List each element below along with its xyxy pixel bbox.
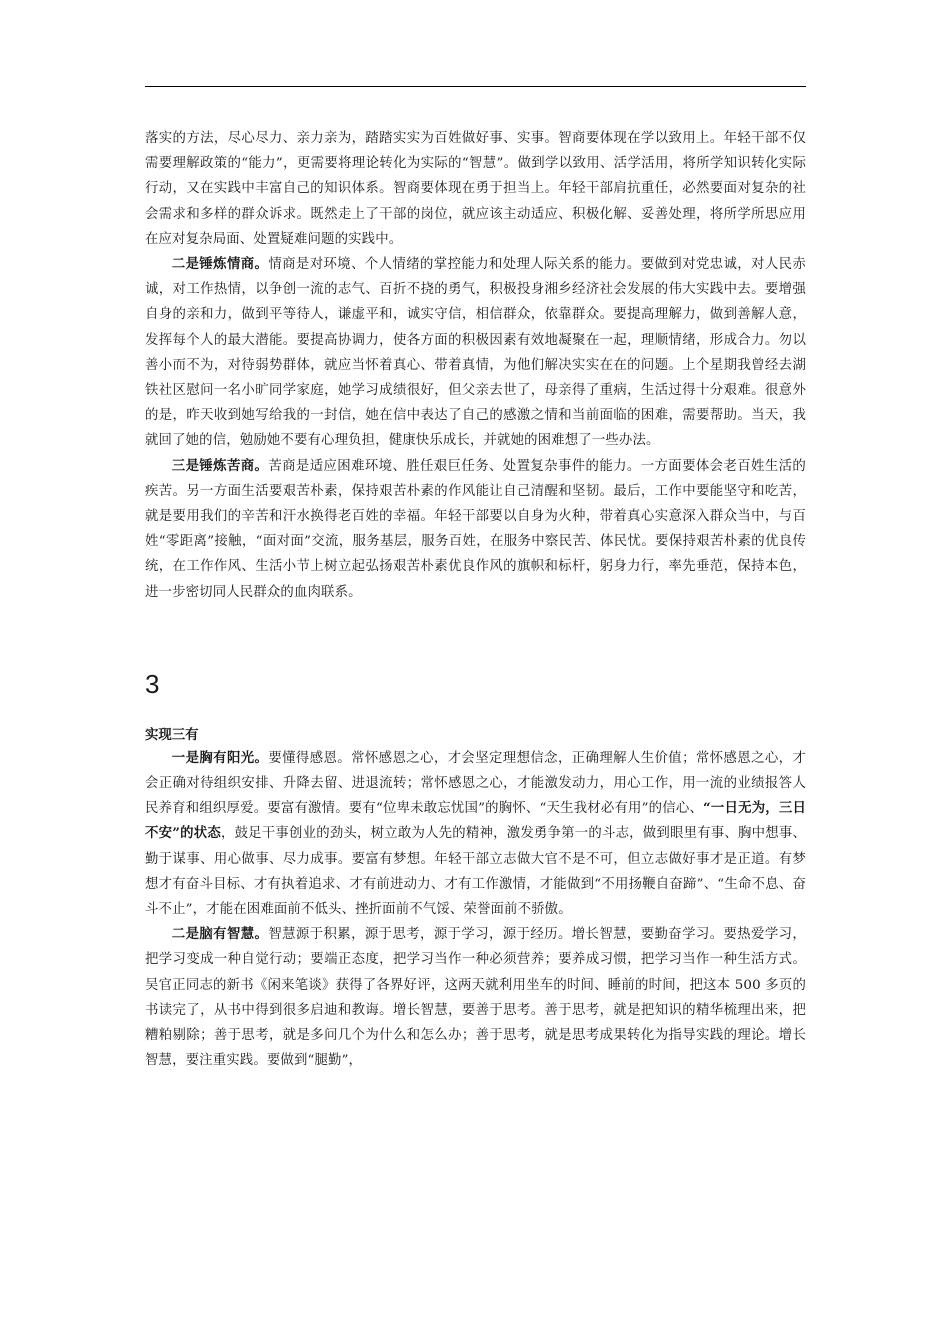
paragraph-body-sunshine-a: 要懂得感恩。常怀感恩之心，才会坚定理想信念，正确理解人生价值；常怀感恩之心，才会正确对待组织安排、升降去留、进退流转；常怀感恩之心，才能激发动力，用心工作，用一流的业绩报答人民养育和组织厚爱。要富有激情。要有“位卑未敢忘忧国”的胸怀、“天生我材必有用”的信心、 — [145, 750, 806, 817]
paragraph-hardship — [145, 454, 806, 605]
section-number: 3 — [145, 668, 160, 699]
paragraph-wisdom — [145, 922, 806, 1073]
paragraph-lead-wisdom: 二是脑有智慧。 — [171, 926, 269, 943]
paragraph-body-sunshine-b: ，鼓足干事创业的劲头，树立敢为人先的精神，激发勇争第一的斗志，做到眼里有事、胸中想事、勤于谋事、用心做事、尽力成事。要富有梦想。年轻干部立志做大官不是不可，但立志做好事才是正道。有梦想才有奋斗目标、才有执着追求、才有前进动力、才有工作激情，才能做到“不用扬鞭自奋蹄”、“生命不息、奋斗不止”，才能在困难面前不低头、挫折面前不气馁、荣誉面前不骄傲。 — [145, 826, 807, 918]
paragraph-body-eq: 情商是对环境、个人情绪的掌控能力和处理人际关系的能力。要做到对党忠诚，对人民赤诚，对工作热情，以争创一流的志气、百折不挠的勇气，积极投身湘乡经济社会发展的伟大实践中去。要增强自身的亲和力，做到平等待人，谦虚平和，诚实守信，相信群众，依靠群众。要提高理解力，做到善解人意，发挥每个人的最大潜能。要提高协调力，使各方面的积极因素有效地凝聚在一起，理顺情绪，形成合力。勿以善小而不为，对待弱势群体，就应当怀着真心、带着真情，为他们解决实实在在的问题。上个星期我曾经去湖铁社区慰问一名小旷同学家庭，她学习成绩很好，但父亲去世了，母亲得了重病，生活过得十分艰难。很意外的是，昨天收到她写给我的一封信，她在信中表达了自己的感激之情和当前面临的困难，需要帮助。当天，我就回了她的信，勉励她不要有心理负担，健康快乐成长，并就她的困难想了一些办法。 — [145, 257, 806, 449]
paragraph-eq — [145, 252, 806, 454]
paragraph-iq-continuation: 落实的方法，尽心尽力、亲力亲为，踏踏实实为百姓做好事、实事。智商要体现在学以致用上。年轻干部不仅需要理解政策的“能力”，更需要将理论转化为实际的“智慧”。做到学以致用、活学活用，将所学知识转化实际行动，又在实践中丰富自己的知识体系。智商要体现在勇于担当上。年轻干部肩抗重任，必然要面对复杂的社会需求和多样的群众诉求。既然走上了干部的岗位，就应该主动适应、积极化解、妥善处理，将所学所思应用在应对复杂局面、处置疑难问题的实践中。 — [145, 131, 806, 247]
paragraph-sunshine — [145, 746, 806, 922]
paragraph-lead-sunshine: 一是胸有阳光。 — [171, 749, 269, 766]
paragraph-lead-hardship: 三是锤炼苦商。 — [171, 457, 269, 474]
paragraph-bold-phrase: “一日无为，三日不安”的状态 — [145, 800, 806, 842]
paragraph-body-hardship: 苦商是适应困难环境、胜任艰巨任务、处置复杂事件的能力。一方面要体会老百姓生活的疾苦。另一方面生活要艰苦朴素，保持艰苦朴素的作风能让自己清醒和坚韧。最后，工作中要能坚守和吃苦，就是要用我们的辛苦和汗水换得老百姓的幸福。年轻干部要以自身为火种，带着真心实意深入群众当中，与百姓“零距离”接触，“面对面”交流，服务基层，服务百姓，在服务中察民苦、体民忧。要保持艰苦朴素的优良传统，在工作作风、生活小节上树立起弘扬艰苦朴素优良作风的旗帜和标杆，躬身力行，率先垂范，保持本色，进一步密切同人民群众的血肉联系。 — [145, 458, 806, 600]
header-rule — [145, 86, 806, 87]
paragraph-lead-eq: 二是锤炼情商。 — [171, 256, 269, 273]
document-body — [145, 126, 806, 1074]
paragraph-body-wisdom: 智慧源于积累，源于思考，源于学习，源于经历。增长智慧，要勤奋学习。要热爱学习，把学习变成一种自觉行动；要端正态度，把学习当作一种必须营养；要养成习惯，把学习当作一种生活方式。吴官正同志的新书《闲来笔谈》获得了各界好评，这两天就利用坐车的时间、睡前的时间，把这本 500 多页的书读完了，从书中得到很多启迪和教诲。增长智慧，要善于思考。善于思考，就是把知识的精华梳理出来，把糟粕剔除；善于思考，就是多问几个为什么和怎么办；善于思考，就是思考成果转化为指导实践的理论。增长智慧，要注重实践。要做到“腿勤”， — [145, 927, 806, 1069]
section-title: 实现三有 — [145, 727, 199, 743]
